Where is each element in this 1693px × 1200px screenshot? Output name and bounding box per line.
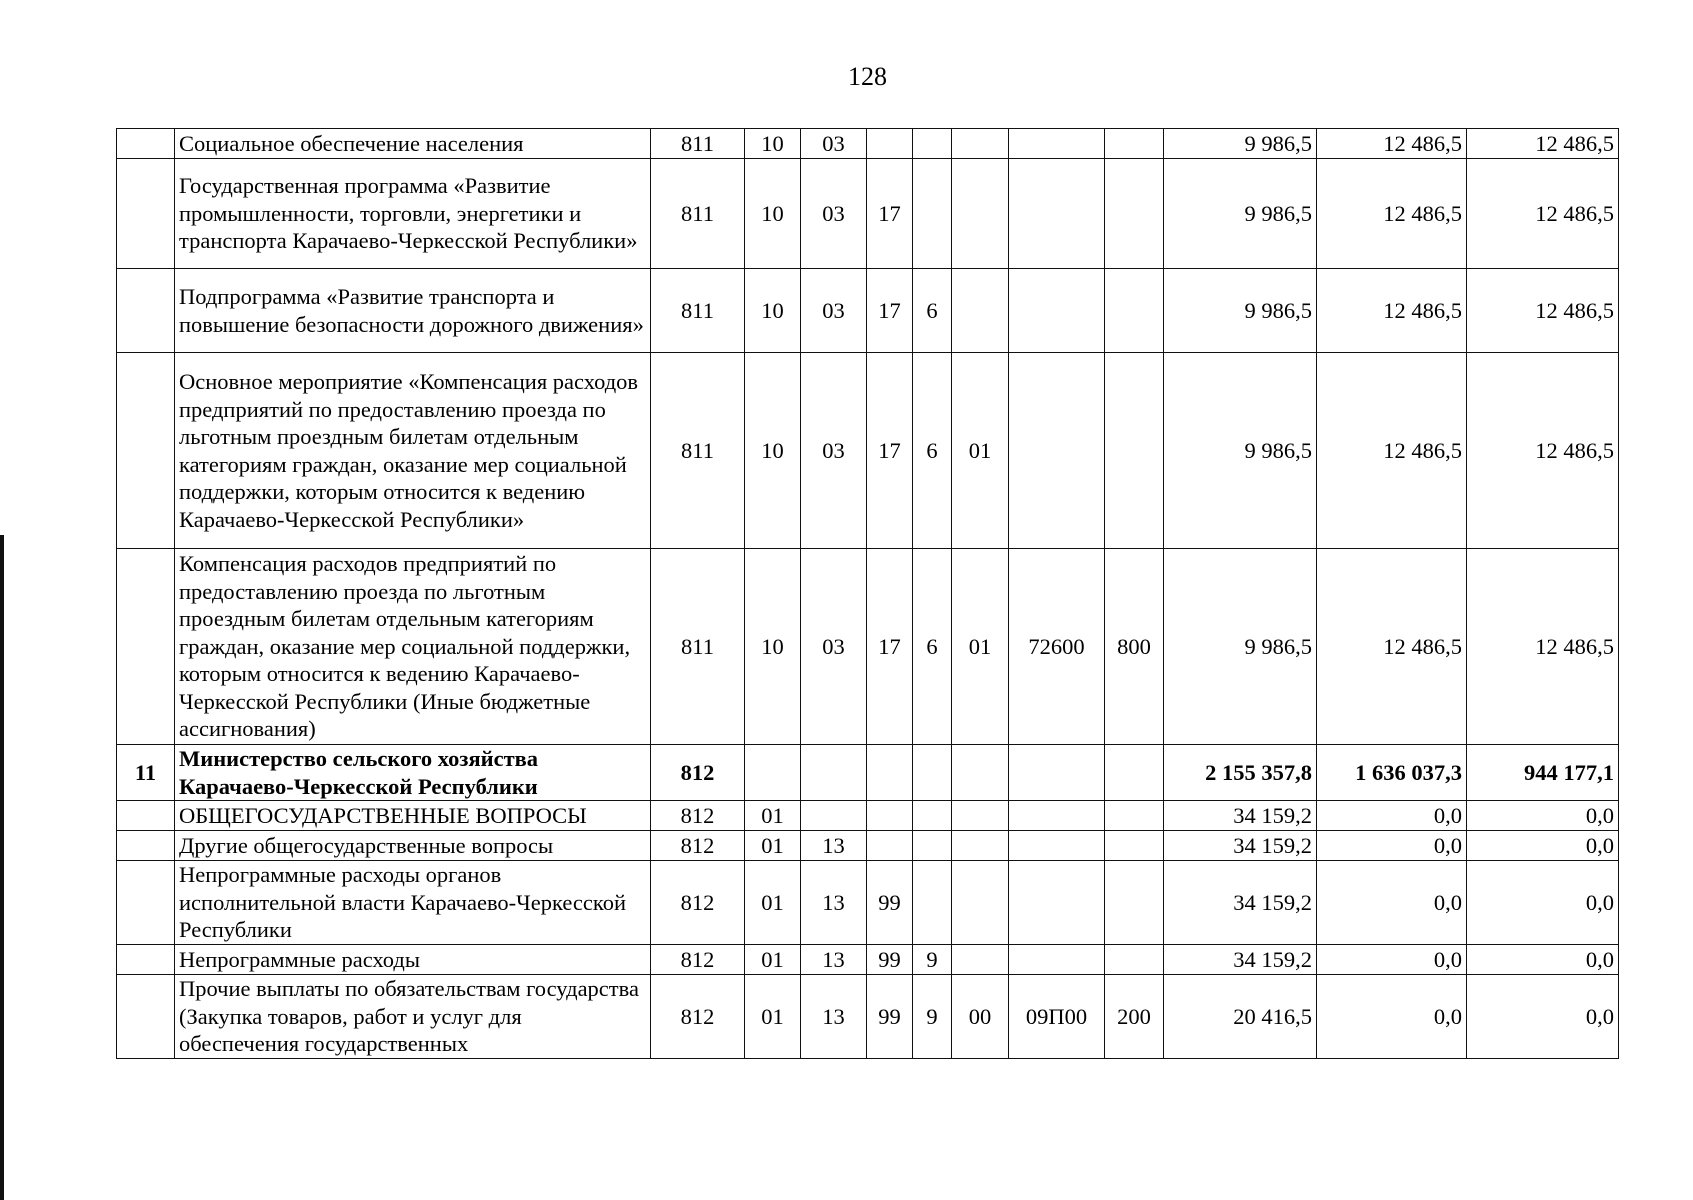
code-admin: 811 [651, 549, 745, 745]
code-program [867, 831, 913, 861]
row-name: Непрограммные расходы [175, 945, 651, 975]
amount-year-3: 12 486,5 [1467, 159, 1619, 269]
code-event [952, 745, 1009, 801]
code-subprogram: 9 [913, 975, 952, 1059]
code-expense-type: 200 [1105, 975, 1164, 1059]
code-program [867, 745, 913, 801]
table-row [117, 861, 1619, 945]
code-expense-type [1105, 801, 1164, 831]
code-subprogram [913, 861, 952, 945]
row-name: Компенсация расходов предприятий по предоставлению проезда по льготным проездным билетам отдельным категориям граждан, оказание мер социальной поддержки, которым относится к ведению Карачаево-Черкесской Республики (Иные бюджетные ассигнования) [175, 549, 651, 745]
table-row [117, 129, 1619, 159]
code-admin: 812 [651, 861, 745, 945]
amount-year-2: 0,0 [1317, 831, 1467, 861]
code-subsection: 03 [801, 129, 867, 159]
code-expense-type [1105, 745, 1164, 801]
row-name: Основное мероприятие «Компенсация расходов предприятий по предоставлению проезда по льготным проездным билетам отдельным категориям граждан, оказание мер социальной поддержки, которым относится к ведению Карачаево-Черкесской Республики» [175, 353, 651, 549]
code-subsection: 03 [801, 353, 867, 549]
code-event [952, 269, 1009, 353]
amount-year-2: 12 486,5 [1317, 549, 1467, 745]
code-section: 01 [745, 945, 801, 975]
amount-year-2: 1 636 037,3 [1317, 745, 1467, 801]
code-admin: 812 [651, 801, 745, 831]
code-admin: 811 [651, 159, 745, 269]
amount-year-3: 0,0 [1467, 945, 1619, 975]
amount-year-2: 12 486,5 [1317, 353, 1467, 549]
code-expense-type [1105, 945, 1164, 975]
code-subprogram [913, 129, 952, 159]
amount-year-3: 0,0 [1467, 831, 1619, 861]
code-section: 10 [745, 129, 801, 159]
code-section: 10 [745, 353, 801, 549]
code-program: 17 [867, 269, 913, 353]
row-number: 11 [117, 745, 175, 801]
code-direction: 09П00 [1009, 975, 1105, 1059]
amount-year-2: 0,0 [1317, 975, 1467, 1059]
amount-year-2: 0,0 [1317, 801, 1467, 831]
code-subsection: 13 [801, 861, 867, 945]
code-admin: 812 [651, 975, 745, 1059]
code-section: 01 [745, 861, 801, 945]
code-direction: 72600 [1009, 549, 1105, 745]
code-subsection [801, 745, 867, 801]
row-number [117, 353, 175, 549]
amount-year-1: 9 986,5 [1164, 353, 1317, 549]
code-event [952, 945, 1009, 975]
code-section: 01 [745, 801, 801, 831]
row-number [117, 159, 175, 269]
amount-year-1: 34 159,2 [1164, 801, 1317, 831]
table-row [117, 975, 1619, 1059]
code-program [867, 801, 913, 831]
table-row [117, 801, 1619, 831]
amount-year-2: 12 486,5 [1317, 159, 1467, 269]
amount-year-2: 0,0 [1317, 861, 1467, 945]
code-section: 10 [745, 549, 801, 745]
row-number [117, 269, 175, 353]
row-name: Социальное обеспечение населения [175, 129, 651, 159]
amount-year-2: 12 486,5 [1317, 129, 1467, 159]
table-row [117, 549, 1619, 745]
code-program [867, 129, 913, 159]
code-program: 99 [867, 945, 913, 975]
code-subprogram [913, 159, 952, 269]
code-expense-type [1105, 129, 1164, 159]
amount-year-3: 944 177,1 [1467, 745, 1619, 801]
code-expense-type [1105, 861, 1164, 945]
amount-year-3: 0,0 [1467, 975, 1619, 1059]
amount-year-3: 0,0 [1467, 801, 1619, 831]
code-expense-type: 800 [1105, 549, 1164, 745]
row-name: Непрограммные расходы органов исполнительной власти Карачаево-Черкесской Республики [175, 861, 651, 945]
code-subsection [801, 801, 867, 831]
row-number [117, 549, 175, 745]
code-subprogram: 9 [913, 945, 952, 975]
table-row [117, 945, 1619, 975]
code-admin: 811 [651, 269, 745, 353]
code-subprogram [913, 745, 952, 801]
code-admin: 811 [651, 353, 745, 549]
code-event [952, 129, 1009, 159]
code-expense-type [1105, 831, 1164, 861]
amount-year-1: 9 986,5 [1164, 129, 1317, 159]
table-row [117, 159, 1619, 269]
code-section: 10 [745, 159, 801, 269]
code-subprogram: 6 [913, 269, 952, 353]
code-direction [1009, 745, 1105, 801]
code-event [952, 861, 1009, 945]
amount-year-3: 12 486,5 [1467, 549, 1619, 745]
amount-year-2: 12 486,5 [1317, 269, 1467, 353]
code-expense-type [1105, 269, 1164, 353]
row-number [117, 975, 175, 1059]
code-direction [1009, 861, 1105, 945]
row-number [117, 945, 175, 975]
table-row [117, 353, 1619, 549]
code-admin: 812 [651, 745, 745, 801]
code-subsection: 03 [801, 269, 867, 353]
code-event: 00 [952, 975, 1009, 1059]
code-event: 01 [952, 353, 1009, 549]
code-subsection: 13 [801, 945, 867, 975]
amount-year-3: 12 486,5 [1467, 129, 1619, 159]
row-name: ОБЩЕГОСУДАРСТВЕННЫЕ ВОПРОСЫ [175, 801, 651, 831]
row-number [117, 801, 175, 831]
code-section: 01 [745, 975, 801, 1059]
code-subprogram [913, 801, 952, 831]
amount-year-1: 2 155 357,8 [1164, 745, 1317, 801]
table-row [117, 269, 1619, 353]
code-direction [1009, 801, 1105, 831]
code-event [952, 831, 1009, 861]
code-program: 99 [867, 975, 913, 1059]
amount-year-1: 34 159,2 [1164, 945, 1317, 975]
code-subsection: 03 [801, 159, 867, 269]
code-direction [1009, 353, 1105, 549]
code-direction [1009, 159, 1105, 269]
code-event: 01 [952, 549, 1009, 745]
code-subprogram [913, 831, 952, 861]
budget-table [116, 128, 1619, 1059]
amount-year-1: 9 986,5 [1164, 549, 1317, 745]
row-name: Министерство сельского хозяйства Карачаево-Черкесской Республики [175, 745, 651, 801]
amount-year-1: 34 159,2 [1164, 831, 1317, 861]
code-program: 17 [867, 353, 913, 549]
code-program: 17 [867, 549, 913, 745]
row-name: Государственная программа «Развитие промышленности, торговли, энергетики и транспорта Карачаево-Черкесской Республики» [175, 159, 651, 269]
code-program: 99 [867, 861, 913, 945]
amount-year-1: 9 986,5 [1164, 269, 1317, 353]
row-name: Подпрограмма «Развитие транспорта и повышение безопасности дорожного движения» [175, 269, 651, 353]
row-number [117, 831, 175, 861]
code-expense-type [1105, 159, 1164, 269]
code-subprogram: 6 [913, 353, 952, 549]
code-admin: 812 [651, 945, 745, 975]
code-admin: 811 [651, 129, 745, 159]
code-admin: 812 [651, 831, 745, 861]
code-subsection: 03 [801, 549, 867, 745]
amount-year-2: 0,0 [1317, 945, 1467, 975]
amount-year-1: 20 416,5 [1164, 975, 1317, 1059]
table-row [117, 831, 1619, 861]
code-direction [1009, 831, 1105, 861]
page-number: 128 [848, 62, 887, 91]
code-section: 10 [745, 269, 801, 353]
code-subsection: 13 [801, 831, 867, 861]
code-program: 17 [867, 159, 913, 269]
amount-year-1: 9 986,5 [1164, 159, 1317, 269]
code-direction [1009, 129, 1105, 159]
code-event [952, 159, 1009, 269]
code-expense-type [1105, 353, 1164, 549]
amount-year-3: 12 486,5 [1467, 353, 1619, 549]
row-name: Другие общегосударственные вопросы [175, 831, 651, 861]
row-number [117, 861, 175, 945]
scan-edge-mark [0, 535, 4, 1200]
table-row [117, 745, 1619, 801]
code-event [952, 801, 1009, 831]
code-direction [1009, 269, 1105, 353]
code-section: 01 [745, 831, 801, 861]
code-direction [1009, 945, 1105, 975]
code-subsection: 13 [801, 975, 867, 1059]
amount-year-1: 34 159,2 [1164, 861, 1317, 945]
code-section [745, 745, 801, 801]
amount-year-3: 12 486,5 [1467, 269, 1619, 353]
row-name: Прочие выплаты по обязательствам государства (Закупка товаров, работ и услуг для обеспечения государственных [175, 975, 651, 1059]
code-subprogram: 6 [913, 549, 952, 745]
row-number [117, 129, 175, 159]
amount-year-3: 0,0 [1467, 861, 1619, 945]
